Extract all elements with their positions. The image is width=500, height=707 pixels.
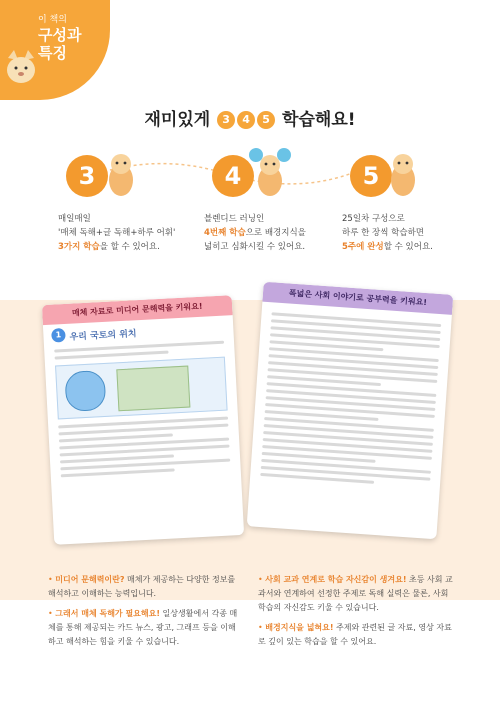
card-left-banner: 매체 자료로 미디어 문해력을 키워요! [42,295,233,325]
text-line [55,351,169,360]
bullet-item: • 미디어 문해력이란? 매체가 제공하는 다양한 정보를 해석하고 이해하는 능력입니다. [48,575,236,598]
step-circle-4: 4 [212,155,254,197]
fox-mascot-icon [386,150,420,198]
headline-num-4: 4 [237,111,255,129]
bullet-item: • 그래서 매체 독해가 필요해요! 일상생활에서 각종 매체를 통해 제공되는 카드 뉴스, 광고, 그래프 등을 이해하고 해석하는 힘을 키울 수 있습니다. [48,609,238,646]
step-text-3: 매일매일 '매체 독해+글 독해+하루 어휘' 3가지 학습을 할 수 있어요. [58,214,176,252]
step-circle-5: 5 [350,155,392,197]
text-line [61,468,175,477]
fox-mascot-icon [104,150,138,198]
bullets-right [258,573,458,655]
lesson-number-badge: 1 [51,328,66,343]
bullet-item: • 배경지식을 넓혀요! 주제와 관련된 글 자료, 영상 자료로 깊이 있는 학습을 할 수 있어요. [258,623,452,646]
fox-cheer-icon [248,145,292,199]
card-right-banner: 폭넓은 사회 이야기로 공부력을 키워요! [262,282,453,315]
corner-subtitle: 이 책의 [38,15,67,25]
bullet-item: • 사회 교과 연계로 학습 자신감이 생겨요! 초등 사회 교과서와 연계하여 선정한 주제로 독해 실력은 물론, 사회 학습의 자신감도 키울 수 있습니다. [258,575,453,612]
headline-num-3: 3 [217,111,235,129]
sample-page-reading [247,282,454,540]
step-circle-3: 3 [66,155,108,197]
bullets-left [48,573,243,655]
headline-suffix: 학습해요! [282,110,356,130]
corner-title: 구성과 특징 [38,26,82,62]
map-image [116,366,190,412]
headline [0,105,500,130]
fox-mascot-icon [4,50,38,86]
step-text-5: 25일차 구성으로 하루 한 장씩 학습하면 5주에 완성할 수 있어요. [342,214,433,252]
card-left-title: 1 우리 국토의 위치 [43,315,234,346]
sample-page-media [42,295,244,545]
step-text-4: 블렌디드 러닝인 4번째 학습으로 배경지식을 넓히고 심화시킬 수 있어요. [204,214,306,252]
globe-icon [64,370,106,412]
map-figure [55,357,228,420]
headline-num-5: 5 [257,111,275,129]
headline-prefix: 재미있게 [144,110,211,130]
